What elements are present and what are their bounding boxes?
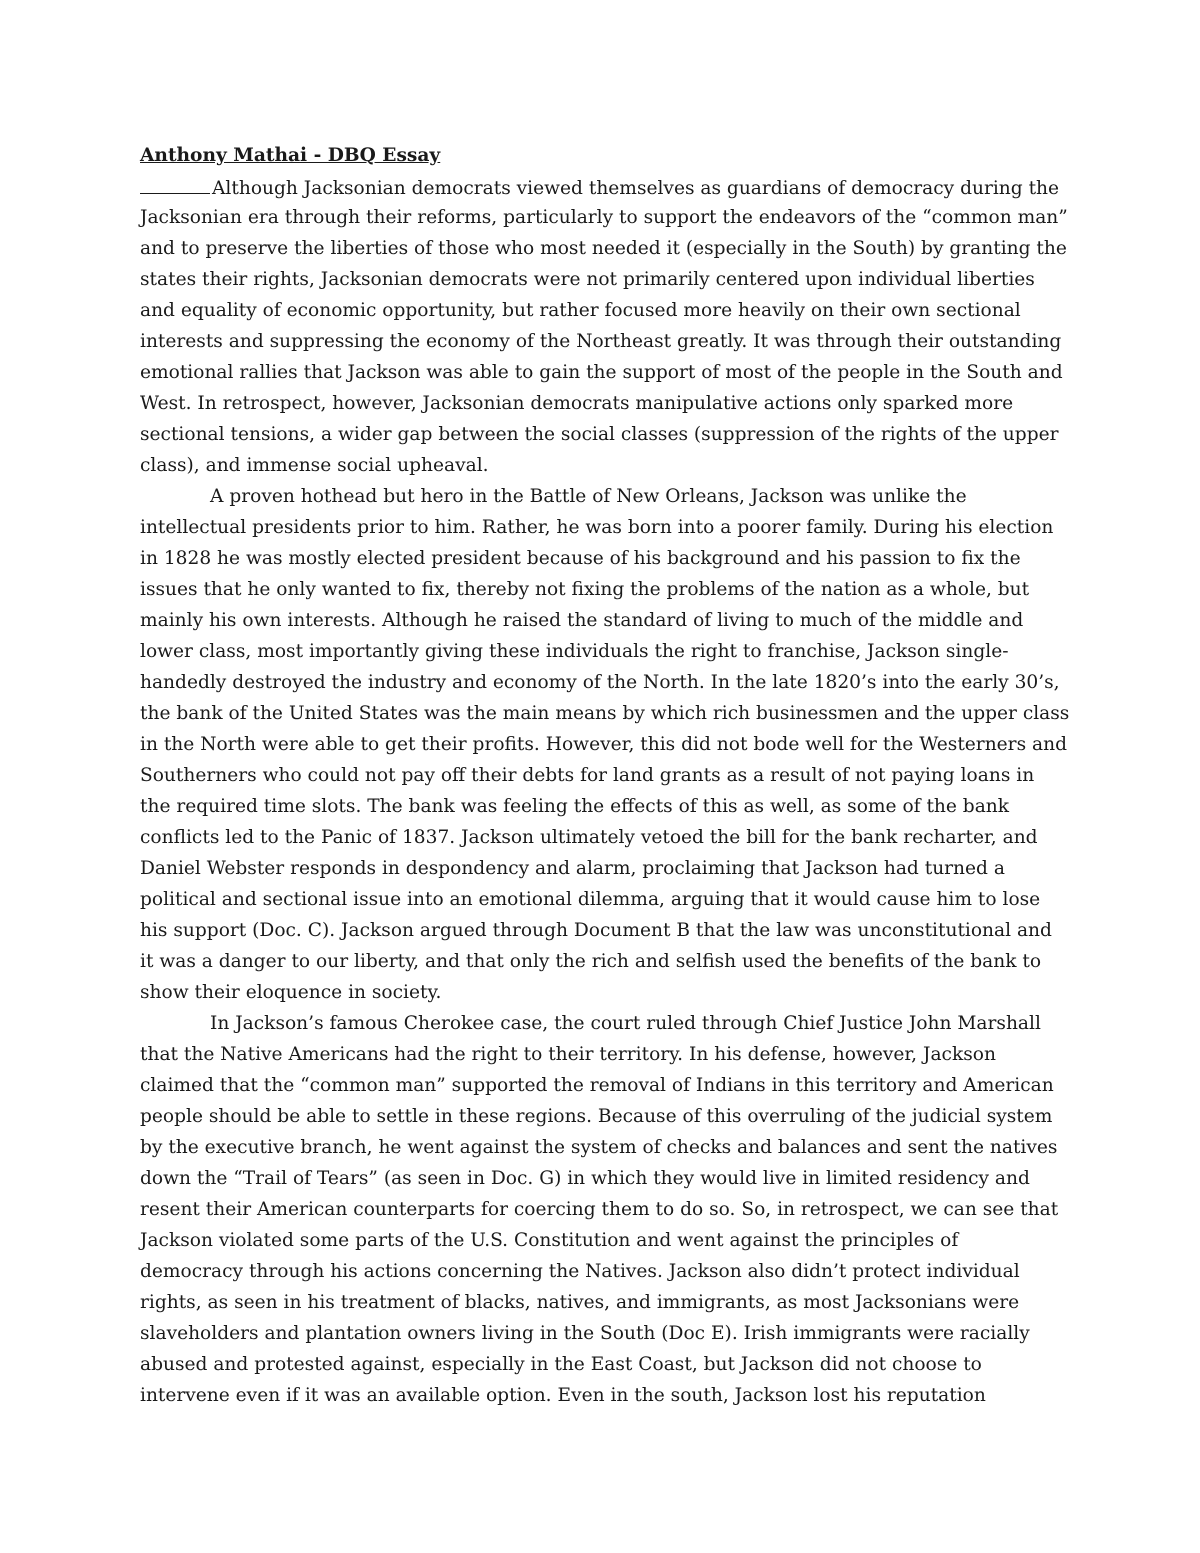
paragraph-line: [140, 1101, 1070, 1132]
paragraph-line: [140, 729, 1070, 760]
line-text: issues that he only wanted to fix, thereby not fixing the problems of the nation as a whole, but: [140, 579, 1030, 600]
paragraph-line: [140, 1039, 1070, 1070]
document-page: [140, 140, 1070, 1411]
paragraph-line: [140, 171, 1070, 202]
line-text: A proven hothead but hero in the Battle of New Orleans, Jackson was unlike the: [210, 486, 967, 507]
line-text: the bank of the United States was the main means by which rich businessmen and the upper class: [140, 703, 1070, 724]
line-text: mainly his own interests. Although he raised the standard of living to much of the middle and: [140, 610, 1024, 631]
line-text: in 1828 he was mostly elected president because of his background and his passion to fix the: [140, 548, 1021, 569]
paragraph-line: [140, 605, 1070, 636]
paragraph-line: [140, 760, 1070, 791]
paragraph-line: [140, 822, 1070, 853]
line-text: political and sectional issue into an emotional dilemma, arguing that it would cause him to lose: [140, 889, 1041, 910]
paragraph-line: [140, 233, 1070, 264]
paragraph-line: [140, 202, 1070, 233]
line-text: it was a danger to our liberty, and that only the rich and selfish used the benefits of the bank to: [140, 951, 1042, 972]
line-text: rights, as seen in his treatment of blacks, natives, and immigrants, as most Jacksonians were: [140, 1292, 1020, 1313]
line-text: lower class, most importantly giving these individuals the right to franchise, Jackson single-: [140, 641, 1009, 662]
line-text: Although Jacksonian democrats viewed themselves as guardians of democracy during the: [212, 178, 1060, 199]
paragraph-line: [140, 1070, 1070, 1101]
paragraph-line: [140, 1225, 1070, 1256]
paragraph-1: [140, 171, 1070, 481]
line-text: Daniel Webster responds in despondency and alarm, proclaiming that Jackson had turned a: [140, 858, 1005, 879]
line-text: class), and immense social upheaval.: [140, 455, 489, 476]
paragraph-line: [140, 357, 1070, 388]
line-text: intellectual presidents prior to him. Rather, he was born into a poorer family. During his election: [140, 517, 1054, 538]
paragraph-line: [140, 295, 1070, 326]
line-text: by the executive branch, he went against the system of checks and balances and sent the natives: [140, 1137, 1058, 1158]
line-text: resent their American counterparts for coercing them to do so. So, in retrospect, we can see that: [140, 1199, 1059, 1220]
paragraph-2: [140, 481, 1070, 1008]
paragraph-line: [140, 977, 1070, 1008]
line-text: handedly destroyed the industry and economy of the North. In the late 1820’s into the early 30’s,: [140, 672, 1060, 693]
paragraph-line: [140, 1008, 1070, 1039]
paragraph-line: [140, 636, 1070, 667]
line-text: In Jackson’s famous Cherokee case, the court ruled through Chief Justice John Marshall: [210, 1013, 1041, 1034]
paragraph-line: [140, 543, 1070, 574]
line-text: states their rights, Jacksonian democrats were not primarily centered upon individual liberties: [140, 269, 1035, 290]
line-text: democracy through his actions concerning the Natives. Jackson also didn’t protect individual: [140, 1261, 1020, 1282]
paragraph-line: [140, 388, 1070, 419]
paragraph-line: [140, 884, 1070, 915]
line-text: people should be able to settle in these regions. Because of this overruling of the judicial system: [140, 1106, 1053, 1127]
document-body: [140, 171, 1070, 1411]
line-text: Jacksonian era through their reforms, particularly to support the endeavors of the “common man”: [140, 207, 1068, 228]
line-text: down the “Trail of Tears” (as seen in Doc. G) in which they would live in limited residency and: [140, 1168, 1030, 1189]
line-text: claimed that the “common man” supported the removal of Indians in this territory and American: [140, 1075, 1054, 1096]
paragraph-line: [140, 1287, 1070, 1318]
paragraph-line: [140, 264, 1070, 295]
line-text: sectional tensions, a wider gap between the social classes (suppression of the rights of the upper: [140, 424, 1059, 445]
paragraph-line: [140, 915, 1070, 946]
line-text: his support (Doc. C). Jackson argued through Document B that the law was unconstitutional and: [140, 920, 1052, 941]
paragraph-line: [140, 1132, 1070, 1163]
line-text: Jackson violated some parts of the U.S. Constitution and went against the principles of: [140, 1230, 959, 1251]
paragraph-line: [140, 667, 1070, 698]
paragraph-line: [140, 1349, 1070, 1380]
line-text: interests and suppressing the economy of the Northeast greatly. It was through their outstanding: [140, 331, 1062, 352]
line-text: slaveholders and plantation owners living in the South (Doc E). Irish immigrants were racially: [140, 1323, 1030, 1344]
line-text: the required time slots. The bank was feeling the effects of this as well, as some of the bank: [140, 796, 1010, 817]
paragraph-line: [140, 946, 1070, 977]
line-text: West. In retrospect, however, Jacksonian democrats manipulative actions only sparked more: [140, 393, 1014, 414]
paragraph-line: [140, 1256, 1070, 1287]
paragraph-line: [140, 1163, 1070, 1194]
paragraph-3: [140, 1008, 1070, 1411]
line-text: abused and protested against, especially in the East Coast, but Jackson did not choose to: [140, 1354, 982, 1375]
paragraph-line: [140, 791, 1070, 822]
underlined-tab: [140, 171, 210, 194]
line-text: that the Native Americans had the right to their territory. In his defense, however, Jackson: [140, 1044, 996, 1065]
document-title: Anthony Mathai - DBQ Essay: [140, 145, 441, 166]
paragraph-line: [140, 1318, 1070, 1349]
line-text: emotional rallies that Jackson was able to gain the support of most of the people in the South and: [140, 362, 1063, 383]
line-text: intervene even if it was an available option. Even in the south, Jackson lost his reputation: [140, 1385, 986, 1406]
paragraph-line: [140, 481, 1070, 512]
paragraph-line: [140, 574, 1070, 605]
line-text: and equality of economic opportunity, but rather focused more heavily on their own sectional: [140, 300, 1021, 321]
line-text: show their eloquence in society.: [140, 982, 442, 1003]
paragraph-line: [140, 450, 1070, 481]
paragraph-line: [140, 512, 1070, 543]
line-text: conflicts led to the Panic of 1837. Jackson ultimately vetoed the bill for the bank recharter, and: [140, 827, 1038, 848]
line-text: in the North were able to get their profits. However, this did not bode well for the Westerners and: [140, 734, 1067, 755]
paragraph-line: [140, 1194, 1070, 1225]
paragraph-line: [140, 1380, 1070, 1411]
paragraph-line: [140, 698, 1070, 729]
paragraph-line: [140, 326, 1070, 357]
line-text: Southerners who could not pay off their debts for land grants as a result of not paying loans in: [140, 765, 1035, 786]
paragraph-line: [140, 419, 1070, 450]
paragraph-line: [140, 853, 1070, 884]
line-text: and to preserve the liberties of those who most needed it (especially in the South) by granting the: [140, 238, 1067, 259]
